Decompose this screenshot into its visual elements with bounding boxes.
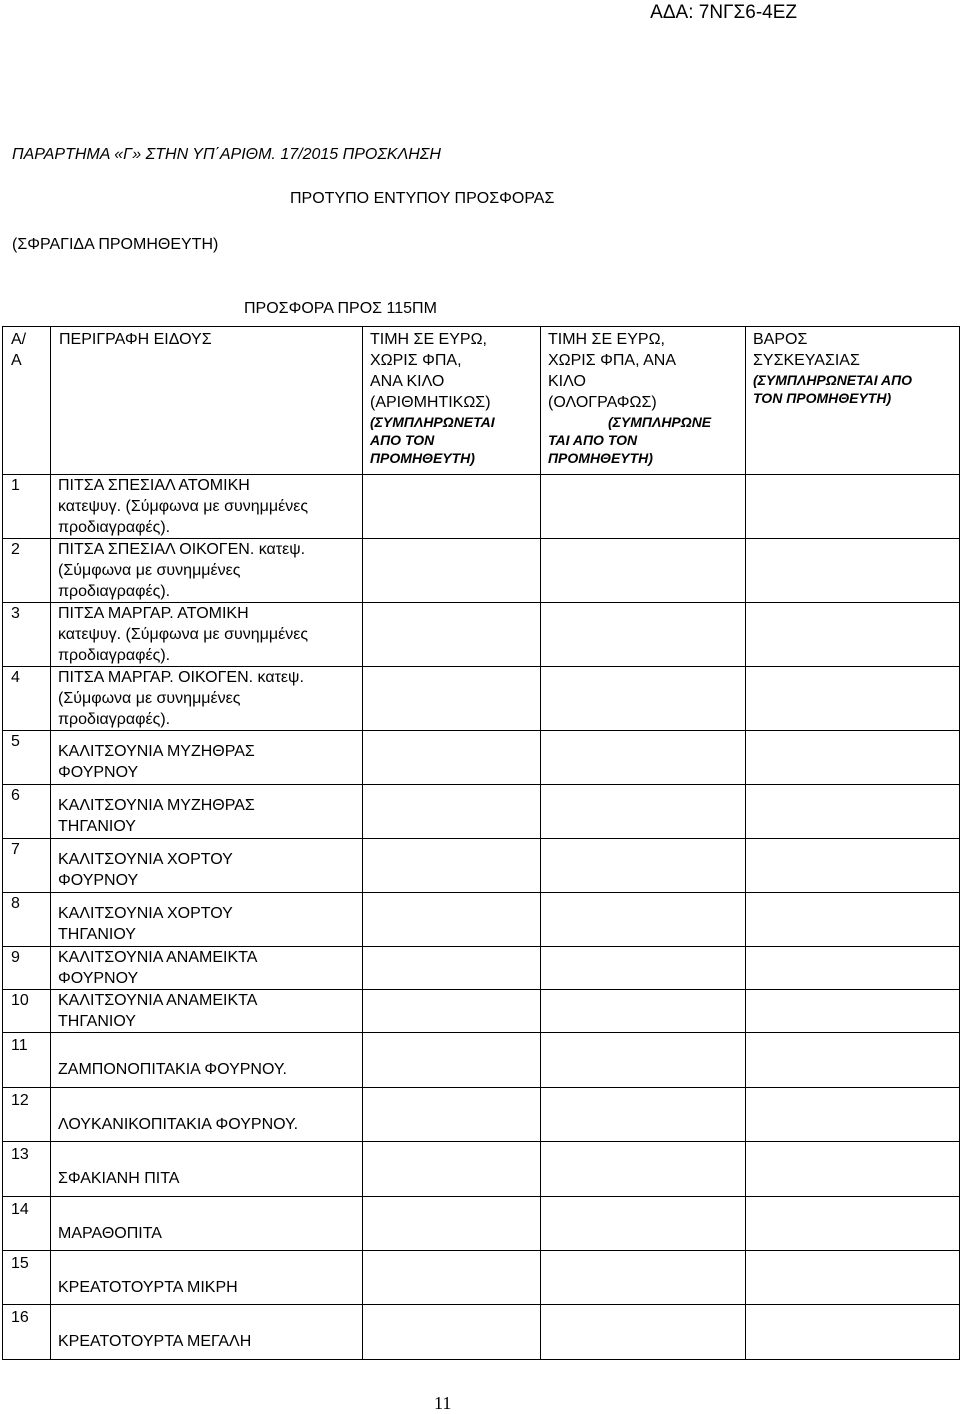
description-line: ΠΙΤΣΑ ΜΑΡΓΑΡ. ΑΤΟΜΙΚΗ — [58, 605, 249, 622]
row-number: 8 — [3, 893, 51, 947]
description-line: ΤΗΓΑΝΙΟΥ — [58, 926, 136, 943]
header-note-line: ΤΟΝ ΠΡΟΜΗΘΕΥΤΗ) — [753, 390, 892, 406]
supplier-seal-label: (ΣΦΡΑΓΙΔΑ ΠΡΟΜΗΘΕΥΤΗ) — [12, 236, 219, 253]
header-line: ΒΑΡΟΣ — [753, 331, 808, 348]
weight-cell[interactable] — [746, 667, 960, 731]
header-aa-line: Α — [11, 352, 22, 369]
description-line: ΚΑΛΙΤΣΟΥΝΙΑ ΜΥΖΗΘΡΑΣ — [58, 797, 255, 814]
table-row — [3, 947, 960, 990]
row-number: 12 — [3, 1088, 51, 1142]
row-description — [51, 893, 363, 947]
weight-cell[interactable] — [746, 1251, 960, 1305]
price-words-cell[interactable] — [541, 785, 746, 839]
row-description — [51, 475, 363, 539]
row-number: 9 — [3, 947, 51, 990]
weight-cell[interactable] — [746, 990, 960, 1033]
price-numeric-cell[interactable] — [363, 1142, 541, 1197]
price-words-cell[interactable] — [541, 731, 746, 785]
price-numeric-cell[interactable] — [363, 839, 541, 893]
description-line: ΠΙΤΣΑ ΣΠΕΣΙΑΛ ΑΤΟΜΙΚΗ — [58, 477, 250, 494]
price-numeric-cell[interactable] — [363, 1197, 541, 1251]
row-description — [51, 839, 363, 893]
weight-cell[interactable] — [746, 1088, 960, 1142]
description-line: ΠΙΤΣΑ ΣΠΕΣΙΑΛ ΟΙΚΟΓΕΝ. κατεψ. — [58, 541, 306, 558]
table-row — [3, 990, 960, 1033]
header-line: (ΑΡΙΘΜΗΤΙΚΩΣ) — [370, 394, 491, 411]
row-number: 3 — [3, 603, 51, 667]
header-line: ΧΩΡΙΣ ΦΠΑ, — [370, 352, 462, 369]
page-number: 11 — [434, 1393, 452, 1413]
row-number: 5 — [3, 731, 51, 785]
description-line: ΚΡΕΑΤΟΤΟΥΡΤΑ ΜΙΚΡΗ — [58, 1279, 238, 1296]
table-row — [3, 1305, 960, 1360]
header-aa — [3, 327, 51, 475]
price-words-cell[interactable] — [541, 1033, 746, 1088]
price-words-cell[interactable] — [541, 1142, 746, 1197]
description-line: (Σύμφωνα με συνημμένες — [58, 690, 241, 707]
price-numeric-cell[interactable] — [363, 1251, 541, 1305]
price-words-cell[interactable] — [541, 893, 746, 947]
header-note-line: ΤΑΙ ΑΠΟ ΤΟΝ — [548, 432, 638, 448]
description-line: ΚΑΛΙΤΣΟΥΝΙΑ ΑΝΑΜΕΙΚΤΑ — [58, 992, 258, 1009]
row-number: 4 — [3, 667, 51, 731]
row-number: 10 — [3, 990, 51, 1033]
header-note-line: (ΣΥΜΠΛΗΡΩΝΕΤΑΙ — [370, 414, 495, 430]
description-line: ΚΡΕΑΤΟΤΟΥΡΤΑ ΜΕΓΑΛΗ — [58, 1333, 252, 1350]
row-description — [51, 1142, 363, 1197]
header-note-line: ΑΠΟ ΤΟΝ — [370, 432, 435, 448]
weight-cell[interactable] — [746, 475, 960, 539]
row-number: 13 — [3, 1142, 51, 1197]
description-line: (Σύμφωνα με συνημμένες — [58, 562, 241, 579]
header-line: ΤΙΜΗ ΣΕ ΕΥΡΩ, — [370, 331, 487, 348]
row-description — [51, 1033, 363, 1088]
row-description — [51, 1251, 363, 1305]
price-numeric-cell[interactable] — [363, 539, 541, 603]
header-line: ΚΙΛΟ — [548, 373, 586, 390]
price-words-cell[interactable] — [541, 947, 746, 990]
row-description — [51, 785, 363, 839]
header-note-line: (ΣΥΜΠΛΗΡΩΝΕΤΑΙ ΑΠΟ — [753, 372, 913, 388]
header-line: ΧΩΡΙΣ ΦΠΑ, ΑΝΑ — [548, 352, 676, 369]
description-line: προδιαγραφές). — [58, 583, 171, 600]
description-line: ΚΑΛΙΤΣΟΥΝΙΑ ΑΝΑΜΕΙΚΤΑ — [58, 949, 258, 966]
header-line: ΑΝΑ ΚΙΛΟ — [370, 373, 445, 390]
offer-table — [2, 326, 960, 1360]
row-description — [51, 603, 363, 667]
header-note-line: (ΣΥΜΠΛΗΡΩΝΕ — [608, 414, 712, 430]
price-words-cell[interactable] — [541, 539, 746, 603]
price-numeric-cell[interactable] — [363, 785, 541, 839]
price-numeric-cell[interactable] — [363, 603, 541, 667]
form-title: ΠΡΟΤΥΠΟ ΕΝΤΥΠΟΥ ΠΡΟΣΦΟΡΑΣ — [290, 190, 555, 207]
header-line: (ΟΛΟΓΡΑΦΩΣ) — [548, 394, 657, 411]
weight-cell[interactable] — [746, 839, 960, 893]
description-line: ΦΟΥΡΝΟΥ — [58, 764, 139, 781]
table-row — [3, 893, 960, 947]
description-line: κατεψυγ. (Σύμφωνα με συνημμένες — [58, 498, 309, 515]
weight-cell[interactable] — [746, 1033, 960, 1088]
table-row — [3, 1088, 960, 1142]
price-words-cell[interactable] — [541, 475, 746, 539]
row-description — [51, 1088, 363, 1142]
offer-recipient: ΠΡΟΣΦΟΡΑ ΠΡΟΣ 115ΠΜ — [244, 300, 437, 317]
description-line: ΜΑΡΑΘΟΠΙΤΑ — [58, 1225, 162, 1242]
row-number: 16 — [3, 1305, 51, 1360]
table-row — [3, 539, 960, 603]
table-header-row — [3, 327, 960, 475]
table-row — [3, 1197, 960, 1251]
header-description — [51, 327, 363, 475]
row-description — [51, 990, 363, 1033]
price-words-cell[interactable] — [541, 1088, 746, 1142]
table-row — [3, 785, 960, 839]
description-line: προδιαγραφές). — [58, 647, 171, 664]
description-line: ΚΑΛΙΤΣΟΥΝΙΑ ΜΥΖΗΘΡΑΣ — [58, 743, 255, 760]
price-words-cell[interactable] — [541, 603, 746, 667]
header-weight — [746, 327, 960, 475]
row-number: 2 — [3, 539, 51, 603]
price-numeric-cell[interactable] — [363, 1088, 541, 1142]
header-note-line: ΠΡΟΜΗΘΕΥΤΗ) — [548, 450, 653, 466]
weight-cell[interactable] — [746, 1197, 960, 1251]
header-note-line: ΠΡΟΜΗΘΕΥΤΗ) — [370, 450, 475, 466]
weight-cell[interactable] — [746, 893, 960, 947]
header-price-numeric — [363, 327, 541, 475]
price-words-cell[interactable] — [541, 1305, 746, 1360]
header-line: ΣΥΣΚΕΥΑΣΙΑΣ — [753, 352, 860, 369]
row-number: 14 — [3, 1197, 51, 1251]
description-line: ΖΑΜΠΟΝΟΠΙΤΑΚΙΑ ΦΟΥΡΝΟΥ. — [58, 1061, 287, 1078]
row-description — [51, 1305, 363, 1360]
description-line: ΣΦΑΚΙΑΝΗ ΠΙΤΑ — [58, 1170, 180, 1187]
weight-cell[interactable] — [746, 603, 960, 667]
weight-cell[interactable] — [746, 1142, 960, 1197]
weight-cell[interactable] — [746, 785, 960, 839]
row-number: 6 — [3, 785, 51, 839]
header-price-words — [541, 327, 746, 475]
price-words-cell[interactable] — [541, 1197, 746, 1251]
description-line: ΠΙΤΣΑ ΜΑΡΓΑΡ. ΟΙΚΟΓΕΝ. κατεψ. — [58, 669, 304, 686]
header-line: ΤΙΜΗ ΣΕ ΕΥΡΩ, — [548, 331, 665, 348]
row-description — [51, 667, 363, 731]
ada-code: ΑΔΑ: 7ΝΓΣ6-4ΕΖ — [650, 2, 797, 23]
description-line: προδιαγραφές). — [58, 711, 171, 728]
weight-cell[interactable] — [746, 1305, 960, 1360]
price-words-cell[interactable] — [541, 1251, 746, 1305]
table-row — [3, 1251, 960, 1305]
price-numeric-cell[interactable] — [363, 893, 541, 947]
row-number: 1 — [3, 475, 51, 539]
description-line: ΚΑΛΙΤΣΟΥΝΙΑ ΧΟΡΤΟΥ — [58, 851, 233, 868]
price-numeric-cell[interactable] — [363, 990, 541, 1033]
table-row — [3, 475, 960, 539]
price-numeric-cell[interactable] — [363, 475, 541, 539]
description-line: ΦΟΥΡΝΟΥ — [58, 872, 139, 889]
row-number: 11 — [3, 1033, 51, 1088]
row-number: 15 — [3, 1251, 51, 1305]
description-line: ΦΟΥΡΝΟΥ — [58, 970, 139, 987]
price-numeric-cell[interactable] — [363, 947, 541, 990]
price-numeric-cell[interactable] — [363, 667, 541, 731]
price-words-cell[interactable] — [541, 839, 746, 893]
annex-title: ΠΑΡΑΡΤΗΜΑ «Γ» ΣΤΗΝ ΥΠ΄ΑΡΙΘΜ. 17/2015 ΠΡΟΣΚΛΗΣΗ — [12, 146, 441, 163]
row-number: 7 — [3, 839, 51, 893]
price-numeric-cell[interactable] — [363, 1305, 541, 1360]
row-description — [51, 731, 363, 785]
table-row — [3, 839, 960, 893]
price-words-cell[interactable] — [541, 990, 746, 1033]
table-row — [3, 731, 960, 785]
table-row — [3, 603, 960, 667]
weight-cell[interactable] — [746, 947, 960, 990]
description-line: ΚΑΛΙΤΣΟΥΝΙΑ ΧΟΡΤΟΥ — [58, 905, 233, 922]
weight-cell[interactable] — [746, 731, 960, 785]
table-row — [3, 667, 960, 731]
price-numeric-cell[interactable] — [363, 731, 541, 785]
weight-cell[interactable] — [746, 539, 960, 603]
table-row — [3, 1033, 960, 1088]
row-description — [51, 539, 363, 603]
description-line: ΛΟΥΚΑΝΙΚΟΠΙΤΑΚΙΑ ΦΟΥΡΝΟΥ. — [58, 1116, 299, 1133]
description-line: προδιαγραφές). — [58, 519, 171, 536]
price-numeric-cell[interactable] — [363, 1033, 541, 1088]
row-description — [51, 947, 363, 990]
price-words-cell[interactable] — [541, 667, 746, 731]
header-description-text: ΠΕΡΙΓΡΑΦΗ ΕΙΔΟΥΣ — [59, 331, 212, 348]
description-line: κατεψυγ. (Σύμφωνα με συνημμένες — [58, 626, 309, 643]
description-line: ΤΗΓΑΝΙΟΥ — [58, 818, 136, 835]
row-description — [51, 1197, 363, 1251]
header-aa-line: Α/ — [11, 331, 27, 348]
description-line: ΤΗΓΑΝΙΟΥ — [58, 1013, 136, 1030]
table-row — [3, 1142, 960, 1197]
